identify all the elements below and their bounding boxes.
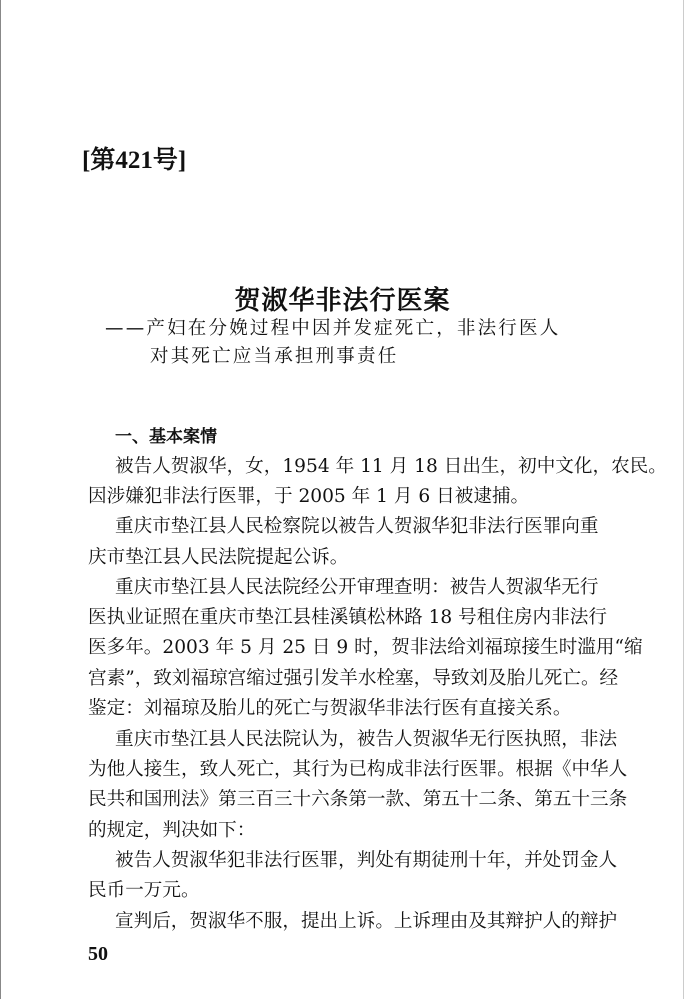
case-number: [第421号] xyxy=(82,147,187,174)
case-title: 贺淑华非法行医案 xyxy=(234,286,451,316)
body-line: 重庆市垫江县人民检察院以被告人贺淑华犯非法行医罪向重 xyxy=(115,516,599,537)
body-line: 重庆市垫江县人民法院经公开审理查明：被告人贺淑华无行 xyxy=(115,577,599,598)
body-line: 宣判后，贺淑华不服，提出上诉。上诉理由及其辩护人的辩护 xyxy=(115,911,618,932)
body-line: 庆市垫江县人民法院提起公诉。 xyxy=(88,547,349,568)
section-heading: 一、基本案情 xyxy=(115,427,217,447)
page-right-edge xyxy=(683,0,684,999)
body-line: 民共和国刑法》第三百三十六条第一款、第五十二条、第五十三条 xyxy=(88,789,628,810)
body-line: 为他人接生，致人死亡，其行为已构成非法行医罪。根据《中华人 xyxy=(88,759,628,780)
subtitle-line-1: ——产妇在分娩过程中因并发症死亡，非法行医人 xyxy=(105,318,561,339)
body-line: 被告人贺淑华犯非法行医罪，判处有期徒刑十年，并处罚金人 xyxy=(115,850,618,871)
body-line: 医执业证照在重庆市垫江县桂溪镇松林路 18 号租住房内非法行 xyxy=(88,607,607,628)
body-line: 被告人贺淑华，女，1954 年 11 月 18 日出生，初中文化，农民。 xyxy=(115,456,667,477)
body-line: 因涉嫌犯非法行医罪，于 2005 年 1 月 6 日被逮捕。 xyxy=(88,486,530,507)
body-line: 重庆市垫江县人民法院认为，被告人贺淑华无行医执照，非法 xyxy=(115,729,618,750)
page-left-edge xyxy=(0,0,1,999)
body-line: 医多年。2003 年 5 月 25 日 9 时，贺非法给刘福琼接生时滥用“缩 xyxy=(88,637,643,658)
body-line: 的规定，判决如下： xyxy=(88,820,256,841)
body-line: 民币一万元。 xyxy=(88,880,200,901)
body-line: 宫素”，致刘福琼宫缩过强引发羊水栓塞，导致刘及胎儿死亡。经 xyxy=(88,668,619,689)
subtitle-line-2: 对其死亡应当承担刑事责任 xyxy=(150,346,399,367)
body-line: 鉴定：刘福琼及胎儿的死亡与贺淑华非法行医有直接关系。 xyxy=(88,698,572,719)
page-number: 50 xyxy=(88,943,108,965)
